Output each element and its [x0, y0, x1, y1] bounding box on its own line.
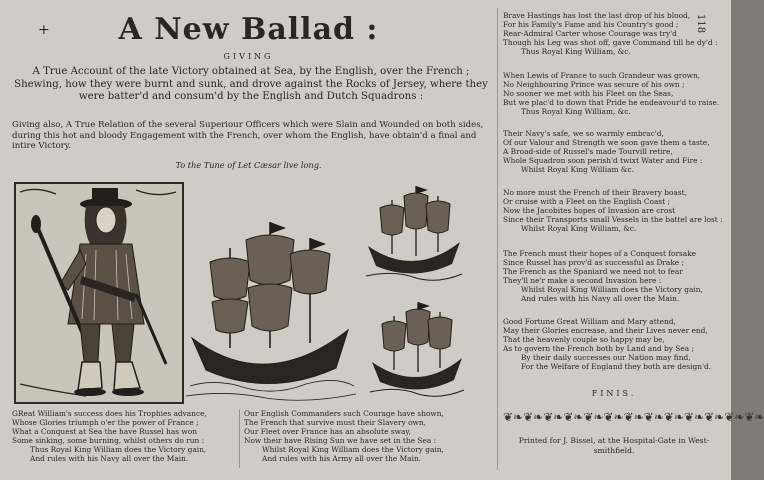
- verse-line: Since Russel has prov'd as successful as Drake ;: [503, 257, 685, 267]
- verse-line: Thus Royal King William, &c.: [521, 106, 631, 116]
- woodcut-ship-small-bottom: [368, 300, 466, 400]
- verse-line: Since their Transports small Vessels in the battel are lost :: [503, 214, 723, 224]
- verse-line: Their Navy's safe, we so warmly embrac'd,: [503, 129, 664, 138]
- verse-line: Thus Royal King William, &c.: [521, 46, 631, 56]
- verse-line: Whole Squadron soon perish'd twixt Water and Fire :: [503, 155, 703, 165]
- verse-line: The French as the Spaniard we need not to fear: [503, 266, 683, 276]
- verse-line: Whilst Royal King William, &c.: [521, 223, 637, 233]
- verse-line: Whilst Royal King William does the Victory gain,: [262, 444, 444, 454]
- verse-line: But we plac'd to down that Pride he endeavour'd to raise.: [503, 97, 720, 107]
- verse-line: Whose Glories triumph o'er the power of France ;: [12, 417, 199, 427]
- verse-right-stanza: [503, 130, 725, 175]
- verse-line: No sooner we met with his Fleet on the Seas,: [503, 88, 674, 98]
- verse-line: As to govern the French both by Land and by Sea ;: [503, 343, 694, 353]
- verse-line: When Lewis of France to such Grandeur was grown,: [503, 71, 701, 80]
- also-relation: Giving also, A True Relation of the several Superiour Officers which were Slain and Wounded on both sides, during this hot and bloody Engagement with the French, over whom the English, have obtain'd a final and intire Victory.: [12, 120, 484, 152]
- printer-imprint: Printed for J. Bissel, at the Hospital-Gate in West-smithfield.: [518, 436, 710, 455]
- verse-line: Whilst Royal King William &c.: [521, 164, 634, 174]
- verse-right-stanza: [503, 72, 725, 117]
- verse-line: May their Glories encrease, and their Lives never end,: [503, 325, 708, 335]
- tune-line: To the Tune of Let Cæsar live long.: [175, 160, 322, 170]
- verse-line: Or cruise with a Fleet on the English Coast ;: [503, 196, 670, 206]
- verse-line: Of our Valour and Strength we soon gave them a taste,: [503, 137, 710, 147]
- verse-line: Our Fleet over France has an absolute sway,: [244, 426, 411, 436]
- verse-line: Good Fortune Great William and Mary attend,: [503, 317, 676, 326]
- verse-right-stanza: [503, 189, 725, 234]
- verse-line: Rear-Admiral Carter whose Courage was try'd: [503, 28, 677, 38]
- verse-line: And rules with his Navy all over the Main.: [30, 453, 189, 463]
- verse-line: Whilst Royal King William does the Victory gain,: [521, 284, 703, 294]
- verse-left-1: [12, 410, 238, 463]
- woodcut-ship-large: [186, 218, 356, 402]
- verse-line: Our English Commanders such Courage have shown,: [244, 409, 444, 418]
- verse-line: Brave Hastings has lost the last drop of his blood,: [503, 11, 691, 20]
- verse-line: Thus Royal King William does the Victory gain,: [30, 444, 207, 454]
- verse-right-stanza: [503, 318, 725, 371]
- column-rule: [239, 410, 240, 468]
- verse-line: And rules with his Navy all over the Main.: [521, 293, 680, 303]
- woodcut-ship-small-top: [364, 182, 464, 284]
- verse-line: For his Family's Fame and his Country's good ;: [503, 19, 679, 29]
- lead-account: A True Account of the late Victory obtained at Sea, by the English, over the French ; Shewing, how they were burnt and sunk, and drove against the Rocks of Jersey, where they were batter'd and consum'd by the English and Dutch Squadrons :: [14, 66, 488, 102]
- verse-line: GReat William's success does his Trophies advance,: [12, 409, 207, 418]
- verse-left-2: [244, 410, 494, 463]
- page-divider: [497, 8, 498, 470]
- verse-right-stanza: [503, 12, 725, 57]
- verse-line: No more must the French of their Bravery boast,: [503, 188, 687, 197]
- cross-mark: +: [38, 22, 50, 38]
- verse-right-stanza: [503, 250, 725, 303]
- verse-line: Now the Jacobites hopes of Invasion are crost: [503, 205, 676, 215]
- page-number: 118: [695, 14, 706, 34]
- woodcut-gentleman-with-staff: [14, 182, 184, 404]
- verse-line: No Neighbouring Prince was secure of his own ;: [503, 79, 685, 89]
- verse-line: Though his Leg was shot off, gave Command till he dy'd :: [503, 37, 718, 47]
- verse-line: What a Conquest at Sea the have Russel has won: [12, 426, 197, 436]
- verse-line: That the heavenly couple so happy may be,: [503, 334, 665, 344]
- ballad-title: A New Ballad :: [118, 12, 379, 47]
- finis: FINIS.: [591, 389, 637, 398]
- verse-line: They'll ne'r make a second Invasion here :: [503, 275, 662, 285]
- verse-line: Now their have Rising Sun we have set in the Sea :: [244, 435, 437, 445]
- subtitle-giving: GIVING: [223, 52, 274, 61]
- verse-line: The French must their hopes of a Conquest forsake: [503, 249, 697, 258]
- ornamental-border: ❦❧❦❧❦❧❦❧❦❧❦❧❦❧❦❧❦❧❦❧❦❧❦❧❦❧: [503, 410, 764, 424]
- verse-line: A Broad-side of Russel's made Tourvill retire,: [503, 146, 673, 156]
- verse-line: By their daily successes our Nation may find,: [521, 352, 691, 362]
- verse-line: For the Welfare of England they both are design'd.: [521, 361, 712, 371]
- verse-line: The French that survive must their Slavery own,: [244, 417, 426, 427]
- verse-line: And rules with his Army all over the Main.: [262, 453, 422, 463]
- verse-line: Some sinking, some burning, whilst others do run :: [12, 435, 205, 445]
